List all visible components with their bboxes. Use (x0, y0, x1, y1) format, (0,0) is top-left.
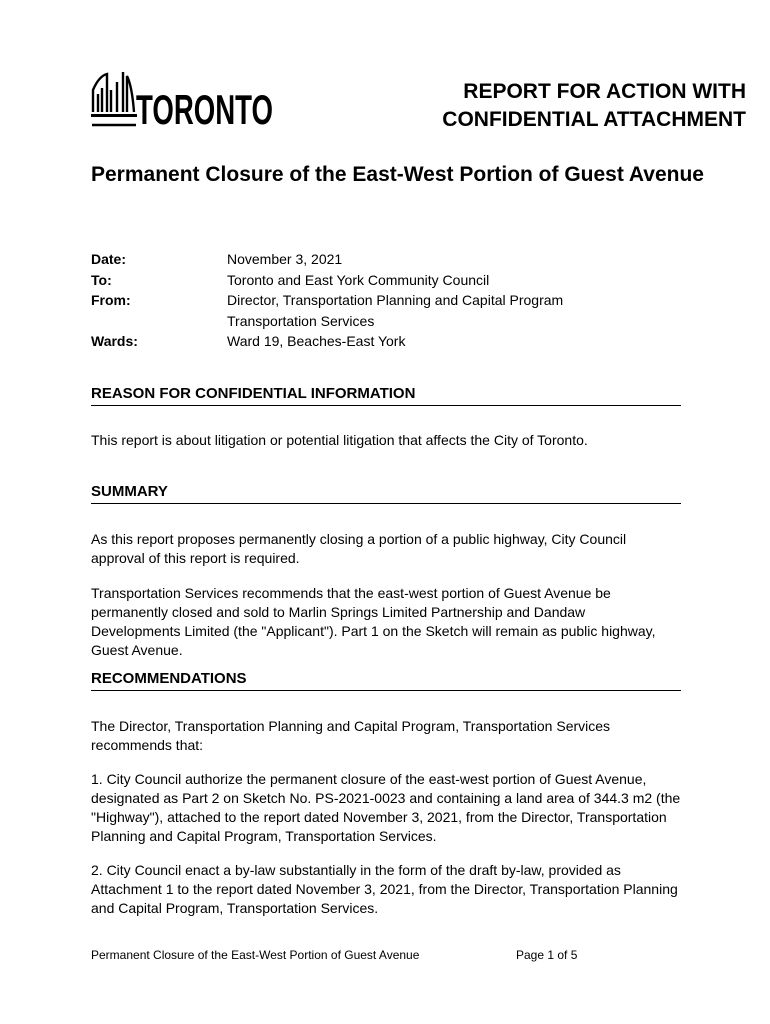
page-title: Permanent Closure of the East-West Portion of Guest Avenue (91, 163, 704, 186)
meta-row-wards (91, 331, 563, 352)
page-number: Page 1 of 5 (516, 948, 578, 962)
summary-heading: SUMMARY (91, 483, 681, 504)
meta-row-to (91, 270, 563, 291)
reason-text: This report is about litigation or potential litigation that affects the City of Toronto. (91, 432, 588, 448)
report-metadata (91, 249, 563, 352)
from-value-line2: Transportation Services (227, 312, 375, 329)
reason-heading: REASON FOR CONFIDENTIAL INFORMATION (91, 385, 681, 406)
report-type (442, 78, 746, 134)
recommendation-item-2: 2. City Council enact a by-law substantially in the form of the draft by-law, provided as Attachment 1 to the report dated November 3, 2021, from the Director, Transportation Planning and Capital Program, Transportation Services. (91, 862, 678, 916)
meta-row-from (91, 290, 563, 331)
logo-wordmark: TORONTO (136, 86, 273, 133)
wards-label: Wards: (91, 333, 138, 349)
footer-title: Permanent Closure of the East-West Portion of Guest Avenue (91, 948, 420, 962)
wards-value: Ward 19, Beaches-East York (227, 333, 406, 349)
date-value: November 3, 2021 (227, 251, 343, 267)
from-label: From: (91, 292, 131, 308)
toronto-logo (90, 68, 275, 133)
recommendations-heading: RECOMMENDATIONS (91, 670, 681, 691)
city-hall-logo-icon (90, 68, 275, 133)
report-type-line1: REPORT FOR ACTION WITH (463, 80, 746, 103)
recommendations-intro: The Director, Transportation Planning and Capital Program, Transportation Services recommends that: (91, 718, 611, 753)
summary-paragraph-2: Transportation Services recommends that the east-west portion of Guest Avenue be permanently closed and sold to Marlin Springs Limited Partnership and Dandaw Developments Limited (the "Applicant"). Part 1 on the Sketch will remain as public highway, Guest Avenue. (91, 585, 656, 658)
to-value: Toronto and East York Community Council (227, 271, 490, 288)
report-type-line2: CONFIDENTIAL ATTACHMENT (442, 108, 746, 131)
meta-row-date (91, 249, 563, 270)
date-label: Date: (91, 251, 127, 267)
summary-paragraph-1: As this report proposes permanently closing a portion of a public highway, City Council approval of this report is required. (91, 531, 627, 566)
to-label: To: (91, 271, 112, 288)
from-value-line1: Director, Transportation Planning and Capital Program (227, 292, 564, 308)
recommendation-item-1: 1. City Council authorize the permanent closure of the east-west portion of Guest Avenue, designated as Part 2 on Sketch No. PS-2021-0023 and containing a land area of 344.3 m2 (the "Highway"), attached to the report dated November 3, 2021, from the Director, Transportation Planning and Capital Program, Transportation Services. (91, 771, 681, 844)
